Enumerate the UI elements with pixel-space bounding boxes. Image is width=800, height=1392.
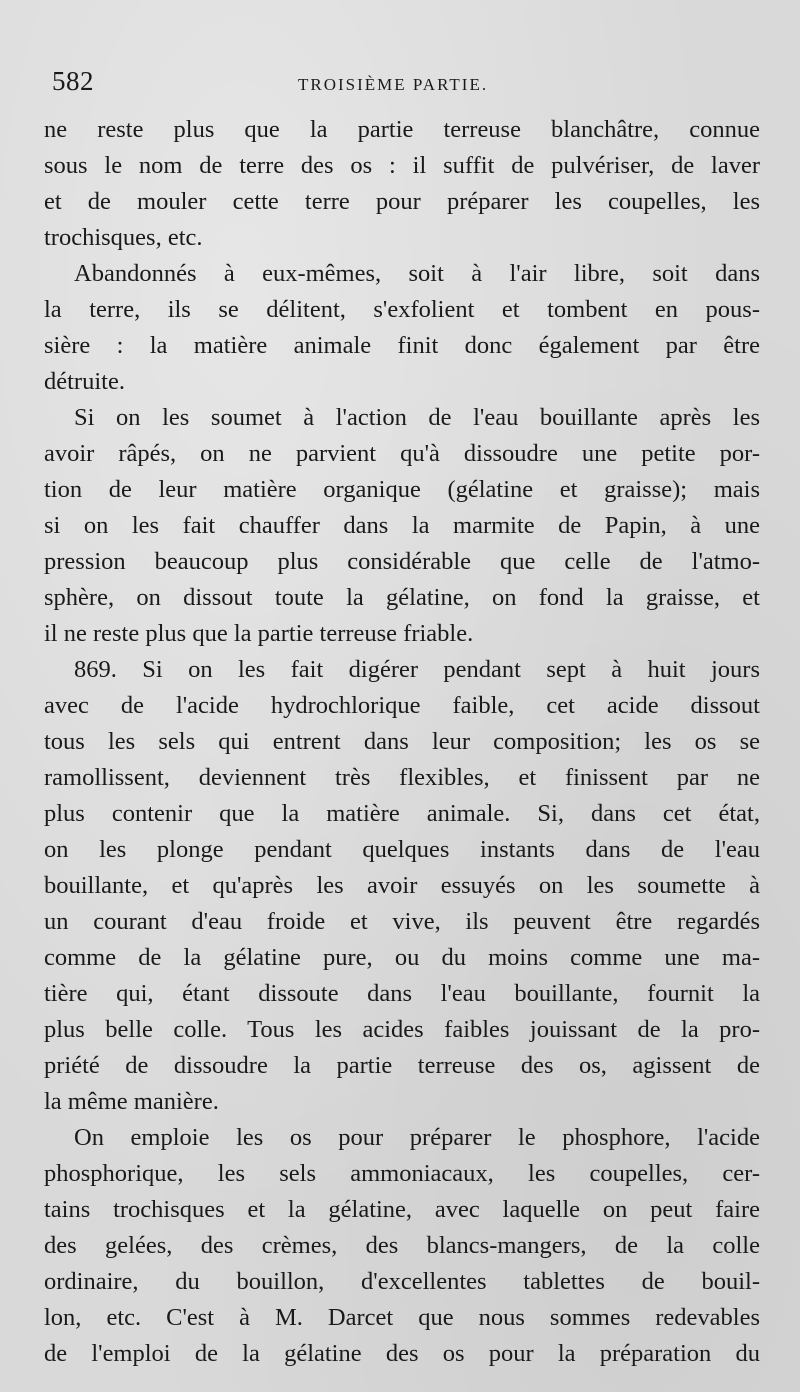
text-line: de l'emploi de la gélatine des os pour la préparation du (44, 1340, 760, 1367)
text-line: priété de dissoudre la partie terreuse des os, agissent de (44, 1052, 760, 1079)
text-line: comme de la gélatine pure, ou du moins comme une ma- (44, 944, 760, 971)
body-text (44, 112, 760, 1372)
text-line: ordinaire, du bouillon, d'excellentes tablettes de bouil- (44, 1268, 760, 1295)
text-line: tière qui, étant dissoute dans l'eau bouillante, fournit la (44, 980, 760, 1007)
text-line: pression beaucoup plus considérable que celle de l'atmo- (44, 548, 760, 575)
text-line: on les plonge pendant quelques instants dans de l'eau (44, 836, 760, 863)
paragraph (44, 400, 760, 652)
text-line: lon, etc. C'est à M. Darcet que nous sommes redevables (44, 1304, 760, 1331)
text-line: Si on les soumet à l'action de l'eau bouillante après les (74, 404, 760, 431)
text-line: ne reste plus que la partie terreuse blanchâtre, connue (44, 116, 760, 143)
text-line: sière : la matière animale finit donc également par être (44, 332, 760, 359)
text-line: tains trochisques et la gélatine, avec laquelle on peut faire (44, 1196, 760, 1223)
text-line: et de mouler cette terre pour préparer les coupelles, les (44, 188, 760, 215)
text-line: ramollissent, deviennent très flexibles, et finissent par ne (44, 764, 760, 791)
text-line: avec de l'acide hydrochlorique faible, cet acide dissout (44, 692, 760, 719)
text-line: 869. Si on les fait digérer pendant sept à huit jours (74, 656, 760, 683)
paragraph (44, 112, 760, 256)
text-line: plus belle colle. Tous les acides faibles jouissant de la pro- (44, 1016, 760, 1043)
text-line: la même manière. (44, 1088, 219, 1115)
text-line: phosphorique, les sels ammoniacaux, les coupelles, cer- (44, 1160, 760, 1187)
text-line: détruite. (44, 368, 125, 395)
text-line: tion de leur matière organique (gélatine et graisse); mais (44, 476, 760, 503)
text-line: Abandonnés à eux-mêmes, soit à l'air libre, soit dans (74, 260, 760, 287)
text-line: des gelées, des crèmes, des blancs-mangers, de la colle (44, 1232, 760, 1259)
paragraph (44, 1120, 760, 1372)
text-line: trochisques, etc. (44, 224, 203, 251)
paragraph (44, 652, 760, 1120)
page-header (52, 66, 760, 106)
text-line: bouillante, et qu'après les avoir essuyés on les soumette à (44, 872, 760, 899)
text-line: la terre, ils se délitent, s'exfolient et tombent en pous- (44, 296, 760, 323)
text-line: avoir râpés, on ne parvient qu'à dissoudre une petite por- (44, 440, 760, 467)
page-number: 582 (52, 66, 94, 96)
text-line: On emploie les os pour préparer le phosphore, l'acide (74, 1124, 760, 1151)
running-head: TROISIÈME PARTIE. (298, 75, 489, 94)
text-line: un courant d'eau froide et vive, ils peuvent être regardés (44, 908, 760, 935)
text-line: sphère, on dissout toute la gélatine, on fond la graisse, et (44, 584, 760, 611)
text-line: sous le nom de terre des os : il suffit de pulvériser, de laver (44, 152, 760, 179)
text-line: il ne reste plus que la partie terreuse friable. (44, 620, 474, 647)
text-line: si on les fait chauffer dans la marmite de Papin, à une (44, 512, 760, 539)
text-line: plus contenir que la matière animale. Si, dans cet état, (44, 800, 760, 827)
paragraph (44, 256, 760, 400)
text-line: tous les sels qui entrent dans leur composition; les os se (44, 728, 760, 755)
